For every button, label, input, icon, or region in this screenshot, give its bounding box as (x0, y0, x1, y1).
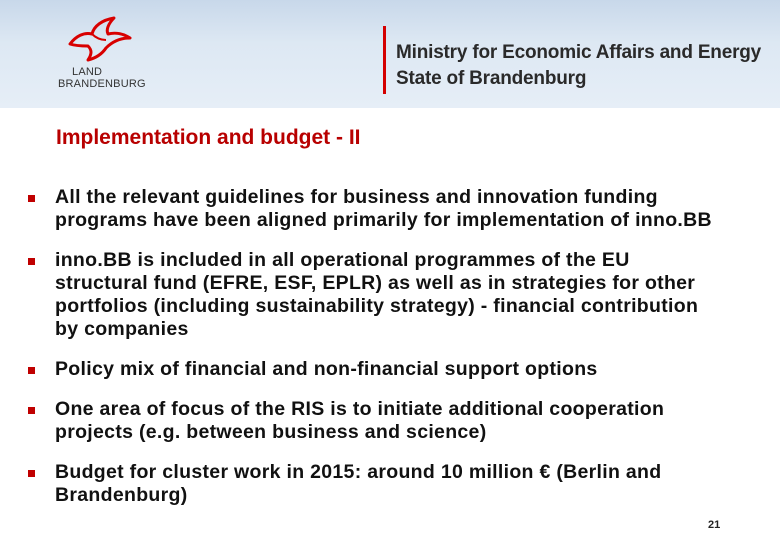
bullet-list (28, 186, 718, 524)
page-number: 21 (708, 519, 721, 531)
ministry-line-2: State of Brandenburg (396, 68, 587, 89)
bullet-text: inno.BB is included in all operational programmes of the EU structural fund (EFRE, ESF, EPLR) as well as in strategies for other portfolios (including sustainability strategy) - financial contribution by companies (55, 249, 699, 340)
brandenburg-logo (58, 14, 158, 94)
bullet-text: All the relevant guidelines for business and innovation funding programs have been aligned primarily for implementation of inno.BB (55, 186, 712, 231)
logo-line-2: BRANDENBURG (58, 78, 146, 90)
bullet-text: One area of focus of the RIS is to initiate additional cooperation projects (e.g. between business and science) (55, 398, 665, 443)
bullet-text: Budget for cluster work in 2015: around 10 million € (Berlin and Brandenburg) (55, 461, 662, 506)
header-banner (0, 0, 780, 108)
slide-title: Implementation and budget - II (56, 126, 361, 149)
bullet-square-icon (28, 470, 35, 477)
eagle-logo-icon (62, 14, 134, 66)
header-divider (383, 26, 386, 94)
bullet-item (28, 358, 718, 381)
logo-text (58, 66, 158, 90)
ministry-name (396, 40, 761, 92)
bullet-square-icon (28, 258, 35, 265)
ministry-line-1: Ministry for Economic Affairs and Energy (396, 42, 762, 63)
bullet-square-icon (28, 195, 35, 202)
bullet-text: Policy mix of financial and non-financial support options (55, 358, 598, 380)
bullet-item (28, 461, 718, 507)
bullet-item (28, 249, 718, 341)
bullet-square-icon (28, 367, 35, 374)
logo-line-1: LAND (72, 66, 103, 78)
bullet-square-icon (28, 407, 35, 414)
bullet-item (28, 186, 718, 232)
bullet-item (28, 398, 718, 444)
